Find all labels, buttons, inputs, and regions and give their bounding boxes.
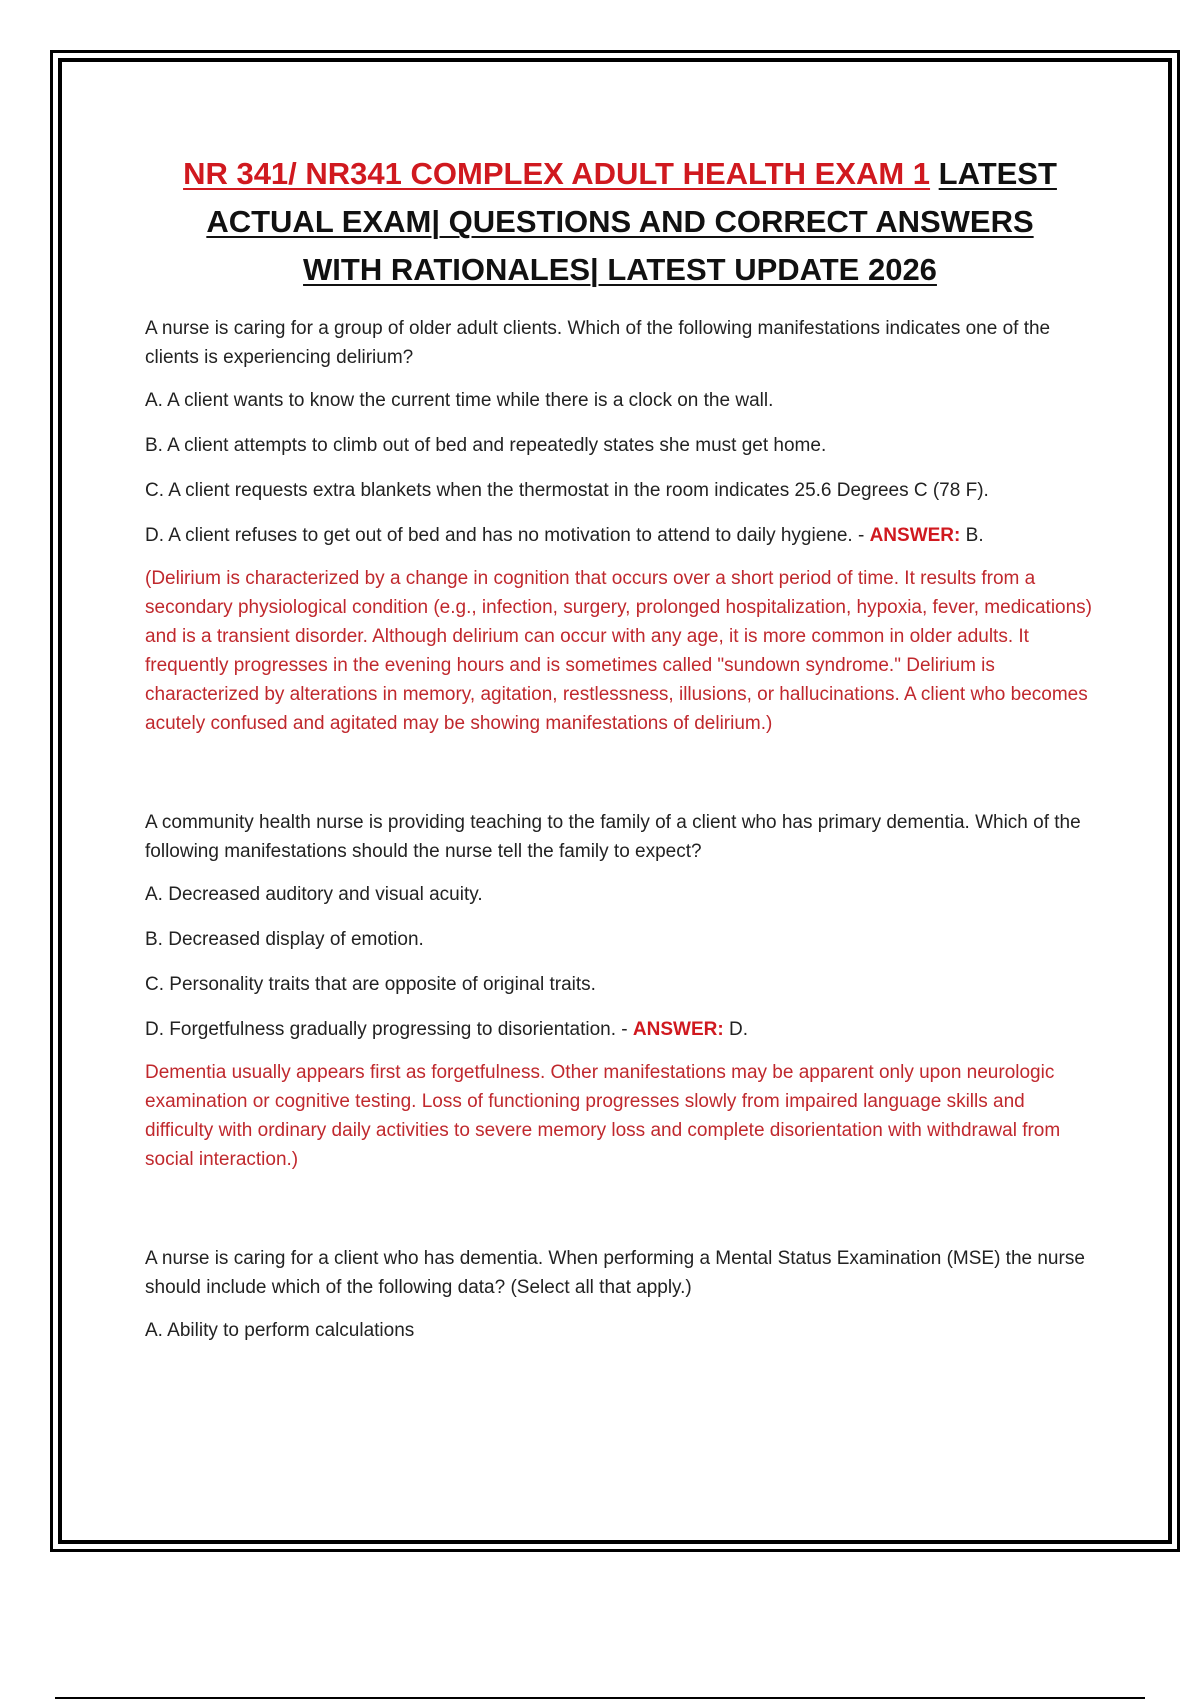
question-1 xyxy=(145,314,1095,738)
title-course-code: NR 341/ NR341 COMPLEX ADULT HEALTH EXAM 1 xyxy=(183,156,931,191)
option-c: C. A client requests extra blankets when the thermostat in the room indicates 25.6 Degrees C (78 F). xyxy=(145,480,989,501)
title-line2: ACTUAL EXAM| QUESTIONS AND CORRECT ANSWERS xyxy=(206,204,1034,239)
question-2 xyxy=(145,808,1095,1174)
question-stem: A community health nurse is providing teaching to the family of a client who has primary dementia. Which of the following manifestations should the nurse tell the family to expect? xyxy=(145,812,1081,862)
option-d: D. Forgetfulness gradually progressing to disorientation. - xyxy=(145,1019,628,1040)
answer-label: ANSWER: xyxy=(869,525,961,546)
footer-rule xyxy=(55,1697,1145,1699)
question-stem: A nurse is caring for a client who has dementia. When performing a Mental Status Examination (MSE) the nurse should include which of the following data? (Select all that apply.) xyxy=(145,1248,1085,1298)
answer-value: B. xyxy=(965,525,984,546)
option-d: D. A client refuses to get out of bed and has no motivation to attend to daily hygiene. - xyxy=(145,525,865,546)
option-d-with-answer xyxy=(145,521,1095,550)
answer-value: D. xyxy=(728,1019,748,1040)
option-a: A. A client wants to know the current time while there is a clock on the wall. xyxy=(145,390,774,411)
rationale: (Delirium is characterized by a change in cognition that occurs over a short period of time. It results from a secondary physiological condition (e.g., infection, surgery, prolonged hospitalization, hypoxia, fever, medications) and is a transient disorder. Although delirium can occur with any age, it is more common in older adults. It frequently progresses in the evening hours and is sometimes called "sundown syndrome." Delirium is characterized by alterations in memory, agitation, restlessness, illusions, or hallucinations. A client who becomes acutely confused and agitated may be showing manifestations of delirium.) xyxy=(145,568,1093,734)
option-b: B. A client attempts to climb out of bed and repeatedly states she must get home. xyxy=(145,435,827,456)
answer-label: ANSWER: xyxy=(632,1019,724,1040)
rationale: Dementia usually appears first as forgetfulness. Other manifestations may be apparent only upon neurologic examination or cognitive testing. Loss of functioning progresses slowly from impaired language skills and difficulty with ordinary daily activities to severe memory loss and complete disorientation with withdrawal from social interaction.) xyxy=(145,1062,1061,1170)
option-a: A. Ability to perform calculations xyxy=(145,1320,415,1341)
title-line1-rest: LATEST xyxy=(938,156,1057,191)
option-b: B. Decreased display of emotion. xyxy=(145,929,424,950)
document-body xyxy=(145,150,1095,1361)
option-d-with-answer xyxy=(145,1015,1095,1044)
option-c: C. Personality traits that are opposite of original traits. xyxy=(145,974,596,995)
option-a: A. Decreased auditory and visual acuity. xyxy=(145,884,483,905)
title-line3: WITH RATIONALES| LATEST UPDATE 2026 xyxy=(303,252,937,287)
document-title xyxy=(145,150,1095,294)
question-3 xyxy=(145,1244,1095,1345)
question-stem: A nurse is caring for a group of older adult clients. Which of the following manifestations indicates one of the clients is experiencing delirium? xyxy=(145,318,1051,368)
